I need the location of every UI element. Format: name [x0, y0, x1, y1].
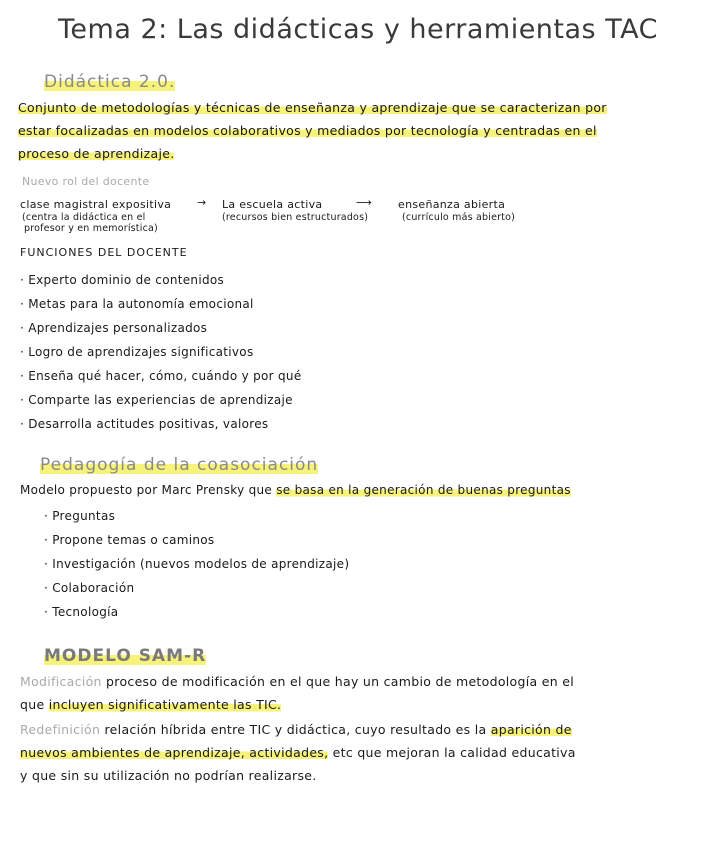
funcion-item: · Experto dominio de contenidos	[20, 273, 225, 287]
modificacion-text-1: proceso de modificación en el que hay un cambio de metodología en el	[106, 674, 574, 689]
modificacion-text-2-highlight: incluyen significativamente las TIC.	[48, 697, 282, 712]
funcion-item: · Comparte las experiencias de aprendizaje	[20, 393, 293, 407]
redefinicion-text-2-highlight: nuevos ambientes de aprendizaje, actividades,	[20, 745, 329, 760]
flow-clase: clase magistral expositiva	[20, 198, 172, 211]
flow-clase-note	[22, 212, 158, 234]
flow-clase-note-1: (centra la didáctica en el	[22, 212, 146, 223]
didactica-heading-text: Didáctica 2.0.	[44, 72, 176, 92]
flow-arrow-1: →	[197, 196, 207, 209]
funcion-item: · Enseña qué hacer, cómo, cuándo y por qué	[20, 369, 302, 383]
didactica-heading	[44, 72, 175, 92]
flow-arrow-2: ⟶	[356, 196, 373, 209]
samr-heading-text: MODELO SAM-R	[44, 646, 207, 666]
redefinicion-label: Redefinición	[20, 722, 101, 737]
funcion-item: · Desarrolla actitudes positivas, valores	[20, 417, 269, 431]
page-title: Tema 2: Las didácticas y herramientas TAC	[58, 14, 658, 45]
pedagogia-item: · Investigación (nuevos modelos de aprendizaje)	[44, 557, 350, 571]
samr-modificacion	[20, 670, 680, 716]
samr-redefinicion	[20, 718, 680, 787]
flow-clase-note-2: profesor y en memorística)	[24, 223, 158, 234]
definition-line-2: estar focalizadas en modelos colaborativos y mediados por tecnología y centradas en el	[18, 123, 597, 138]
didactica-definition	[18, 96, 607, 165]
pedagogia-intro-plain: Modelo propuesto por Marc Prensky que	[20, 483, 277, 497]
pedagogia-heading	[40, 455, 318, 475]
pedagogia-intro	[20, 483, 571, 497]
funcion-item: · Logro de aprendizajes significativos	[20, 345, 254, 359]
redefinicion-text-2: etc que mejoran la calidad educativa	[328, 745, 576, 760]
nuevo-rol-label: Nuevo rol del docente	[22, 175, 150, 188]
pedagogia-list	[44, 504, 349, 624]
pedagogia-item: · Colaboración	[44, 581, 135, 595]
pedagogia-item: · Preguntas	[44, 509, 116, 523]
redefinicion-text-3: y que sin su utilización no podrían realizarse.	[20, 768, 317, 783]
funcion-item: · Aprendizajes personalizados	[20, 321, 208, 335]
funcion-item: · Metas para la autonomía emocional	[20, 297, 254, 311]
modificacion-text-2: que	[20, 697, 49, 712]
pedagogia-item: · Propone temas o caminos	[44, 533, 215, 547]
modificacion-label: Modificación	[20, 674, 102, 689]
pedagogia-item: · Tecnología	[44, 605, 119, 619]
pedagogia-heading-text: Pedagogía de la coasociación	[40, 455, 319, 475]
flow-escuela-note: (recursos bien estructurados)	[222, 212, 369, 223]
redefinicion-text-1: relación híbrida entre TIC y didáctica, cuyo resultado es la	[104, 722, 491, 737]
flow-ensenanza: enseñanza abierta	[398, 198, 506, 211]
funciones-list	[20, 268, 302, 436]
pedagogia-intro-highlight: se basa en la generación de buenas preguntas	[276, 483, 571, 497]
flow-ensenanza-note: (currículo más abierto)	[402, 212, 516, 223]
redefinicion-text-1-highlight: aparición de	[490, 722, 572, 737]
samr-heading	[44, 646, 206, 666]
definition-line-1: Conjunto de metodologías y técnicas de enseñanza y aprendizaje que se caracterizan por	[18, 100, 607, 115]
definition-line-3: proceso de aprendizaje.	[18, 146, 175, 161]
flow-escuela: La escuela activa	[222, 198, 323, 211]
funciones-heading: FUNCIONES DEL DOCENTE	[20, 246, 188, 259]
